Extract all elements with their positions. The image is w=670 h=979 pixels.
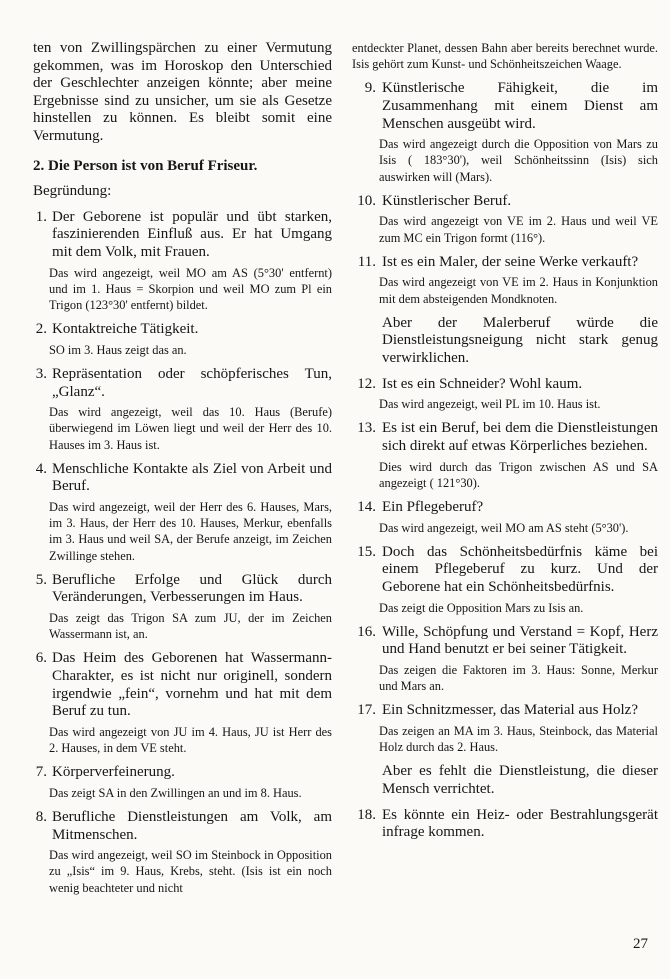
item-text: Berufliche Dienstleistungen am Volk, am Mitmenschen. <box>52 808 332 843</box>
list-item <box>352 499 658 536</box>
list-item <box>33 809 332 896</box>
item-number: 3. <box>35 365 47 382</box>
item-note: Das wird angezeigt von VE im 2. Haus und weil VE zum MC ein Trigon formt (116°). <box>379 214 658 245</box>
list-item <box>352 80 658 184</box>
item-number: 7. <box>35 764 47 781</box>
item-text: Ist es ein Schneider? Wohl kaum. <box>382 375 583 392</box>
item-note: Das wird angezeigt durch die Opposition von Mars zu Isis ( 183°30'), weil Schönheitssinn (Isis) sich auswirken will (Mars). <box>379 137 658 184</box>
item-number: 5. <box>35 571 47 588</box>
item-note: Dies wird durch das Trigon zwischen AS und SA angezeigt ( 121°30). <box>379 459 658 490</box>
item-note: Das zeigen die Faktoren im 3. Haus: Sonne, Merkur und Mars an. <box>379 662 658 694</box>
item-text: Wille, Schöpfung und Verstand = Kopf, Herz und Hand benutzt er bei seiner Tätigkeit. <box>382 623 658 658</box>
item-text: Künstlerische Fähigkeit, die im Zusammenhang mit einem Dienst am Menschen ausgeübt wird. <box>382 80 658 132</box>
item-number: 12. <box>357 375 376 392</box>
item-note: Das zeigen an MA im 3. Haus, Steinbock, das Material Holz durch das 2. Haus. <box>379 723 658 755</box>
item-note: Das wird angezeigt, weil der Herr des 6. Hauses, Mars, im 3. Haus, der Herr des 10. Hauses, Merkur, ebenfalls im 3. Haus und weil SA, der Berufe anzeigt, im Zeichen Zwillinge stehen. <box>49 499 332 563</box>
item-text: Ein Pflegeberuf? <box>382 498 484 515</box>
list-item <box>352 193 658 246</box>
item-number: 8. <box>35 808 47 825</box>
list-item <box>352 376 658 413</box>
item-text: Aber der Malerberuf würde die Dienstleistungsneigung nicht stark genug verwirklichen. <box>382 314 658 366</box>
item-text: Menschliche Kontakte als Ziel von Arbeit und Beruf. <box>52 460 332 495</box>
item-text: Der Geborene ist populär und übt starken, faszinierenden Einfluß aus. Er hat Umgang mit dem Volk, mit Frauen. <box>52 208 332 260</box>
left-column <box>33 40 332 896</box>
paragraph: Begründung: <box>33 183 112 200</box>
item-text: Es ist ein Beruf, bei dem die Dienstleistungen sich direkt auf etwas Körperliches beziehen. <box>382 420 658 454</box>
paragraph: ten von Zwillingspärchen zu einer Vermutung gekommen, was im Horoskop den Unterschied der Geschlechter anzeigen könnte; aber meine Ergebnisse sind zu unsicher, um sie als Gesetze hinstellen zu können. Es bleibt somit eine Vermutung. <box>33 40 332 144</box>
list-item <box>352 807 658 842</box>
item-note: Das zeigt die Opposition Mars zu Isis an. <box>379 600 584 615</box>
item-number: 17. <box>357 702 376 719</box>
list-item <box>352 420 658 491</box>
item-text: Berufliche Erfolge und Glück durch Veränderungen, Verbesserungen im Haus. <box>52 571 332 606</box>
page-number: 27 <box>633 936 648 952</box>
paragraph: entdeckter Planet, dessen Bahn aber bereits berechnet wurde. Isis gehört zum Kunst- und Schönheitszeichen Waage. <box>352 41 658 72</box>
item-text: Kontaktreiche Tätigkeit. <box>52 321 199 338</box>
item-number: 15. <box>357 543 376 560</box>
item-note: Das wird angezeigt, weil PL im 10. Haus ist. <box>379 397 601 412</box>
item-number: 2. <box>35 321 47 338</box>
item-text: Doch das Schönheitsbedürfnis käme bei einem Pflegeberuf zu kurz. Und der Geborene hat ein Schönheitsbedürfnis. <box>382 543 658 595</box>
item-note: SO im 3. Haus zeigt das an. <box>49 342 187 357</box>
list-item <box>352 702 658 798</box>
section-heading: 2. Die Person ist von Beruf Friseur. <box>33 157 258 174</box>
item-number: 18. <box>357 806 376 823</box>
list-item <box>352 544 658 616</box>
list-item <box>33 209 332 313</box>
item-text: Es könnte ein Heiz- oder Bestrahlungsgerät infrage kommen. <box>382 806 658 841</box>
item-number: 16. <box>357 623 376 640</box>
list-item <box>352 624 658 695</box>
item-text: Ist es ein Maler, der seine Werke verkauft? <box>382 253 639 270</box>
item-text: Ein Schnitzmesser, das Material aus Holz? <box>382 702 638 719</box>
item-text: Repräsentation oder schöpferisches Tun, „Glanz“. <box>52 365 332 400</box>
item-note: Das wird angezeigt von VE im 2. Haus in Konjunktion mit dem absteigenden Mondknoten. <box>379 275 658 306</box>
item-number: 6. <box>35 650 47 667</box>
list-item <box>33 572 332 643</box>
item-note: Das zeigt SA in den Zwillingen an und im 8. Haus. <box>49 785 302 800</box>
list-item <box>33 366 332 453</box>
item-note: Das wird angezeigt, weil das 10. Haus (Berufe) überwiegend im Löwen liegt und weil der Herr des 10. Hauses im 3. Haus ist. <box>49 405 332 452</box>
item-text: Künstlerischer Beruf. <box>382 192 512 209</box>
item-number: 11. <box>357 253 376 270</box>
list-item <box>33 650 332 756</box>
item-number: 10. <box>357 192 376 209</box>
item-number: 1. <box>35 208 47 225</box>
item-text: Aber es fehlt die Dienstleistung, die dieser Mensch verrichtet. <box>382 763 658 797</box>
item-number: 14. <box>357 498 376 515</box>
right-column <box>352 40 658 842</box>
list-item <box>33 321 332 358</box>
list-item <box>352 254 658 368</box>
list-item <box>33 461 332 564</box>
item-note: Das wird angezeigt, weil MO am AS steht (5°30'). <box>379 520 629 535</box>
item-number: 4. <box>35 460 47 477</box>
item-note: Das wird angezeigt, weil SO im Steinbock in Opposition zu „Isis“ im 9. Haus, Krebs, steht. (Isis ist ein noch wenig beachteter und nicht <box>49 848 332 895</box>
item-text: Das Heim des Geborenen hat Wassermann-Charakter, es ist nicht nur originell, sondern irgendwie „fein“, vornehm und hat mit dem Beruf zu tun. <box>52 650 332 720</box>
list-item <box>33 764 332 801</box>
item-text: Körperverfeinerung. <box>52 764 175 781</box>
item-number: 13. <box>357 420 376 437</box>
item-number: 9. <box>364 80 376 97</box>
item-note: Das zeigt das Trigon SA zum JU, der im Zeichen Wassermann ist, an. <box>49 610 332 642</box>
item-note: Das wird angezeigt von JU im 4. Haus, JU ist Herr des 2. Hauses, in dem VE steht. <box>49 724 332 755</box>
item-note: Das wird angezeigt, weil MO am AS (5°30' entfernt) und im 1. Haus = Skorpion und weil MO zum Pl ein Trigon (123°30' entfernt) bildet. <box>49 265 332 312</box>
